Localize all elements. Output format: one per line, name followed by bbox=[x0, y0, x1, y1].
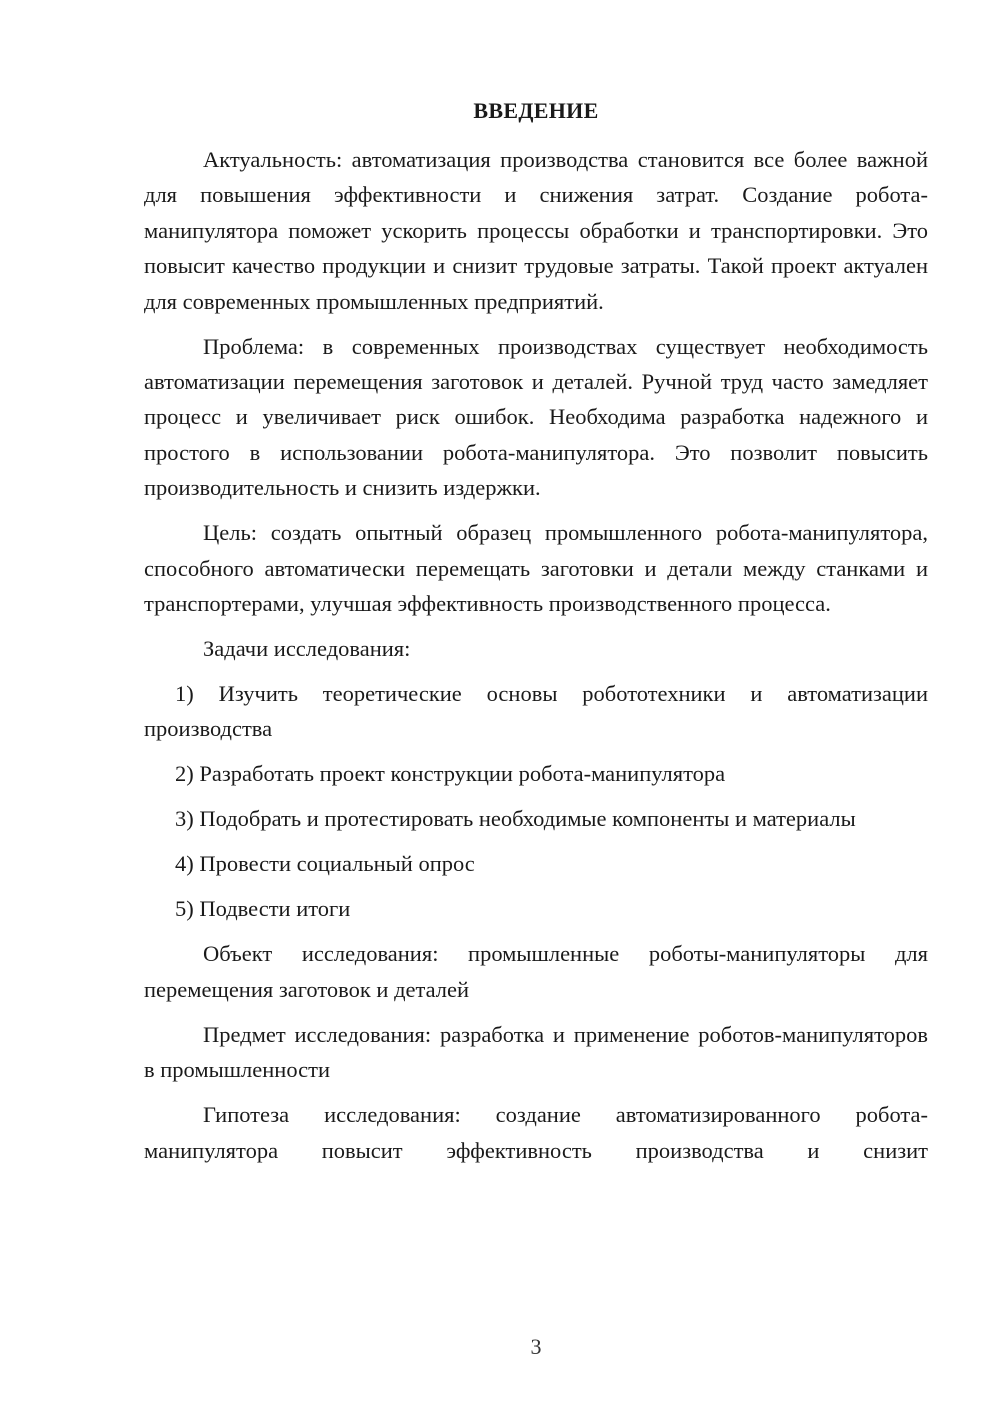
list-item-task-2: 2) Разработать проект конструкции робота-манипулятора bbox=[175, 761, 726, 787]
paragraph-relevance: Актуальность: автоматизация производства становится все более важной для повышения эффективности и снижения затрат. Создание робота-манипулятора поможет ускорить процессы обработки и транспортировки. Это повысит качество продукции и снизит трудовые затраты. Такой проект актуален для современных промышленных предприятий. bbox=[144, 147, 928, 314]
paragraph-object: Объект исследования: промышленные роботы-манипуляторы для перемещения заготовок и деталей bbox=[144, 941, 928, 1002]
paragraph-subject: Предмет исследования: разработка и применение роботов-манипуляторов в промышленности bbox=[144, 1021, 928, 1083]
list-item-task-3: 3) Подобрать и протестировать необходимые компоненты и материалы bbox=[175, 806, 856, 832]
paragraph-hypothesis: Гипотеза исследования: создание автоматизированного робота-манипулятора повысит эффективность производства и снизит bbox=[144, 1102, 928, 1163]
paragraph-tasks-heading: Задачи исследования: bbox=[203, 636, 411, 662]
list-item-task-1: 1) Изучить теоретические основы робототехники и автоматизации производства bbox=[144, 681, 928, 742]
page-number: 3 bbox=[530, 1334, 542, 1359]
paragraph-goal: Цель: создать опытный образец промышленного робота-манипулятора, способного автоматически перемещать заготовки и детали между станками и транспортерами, улучшая эффективность производственного процесса. bbox=[144, 520, 928, 617]
list-item-task-4: 4) Провести социальный опрос bbox=[175, 851, 475, 877]
paragraph-problem: Проблема: в современных производствах существует необходимость автоматизации перемещения заготовок и деталей. Ручной труд часто замедляет процесс и увеличивает риск ошибок. Необходима разработка надежного и простого в использовании робота-манипулятора. Это позволит повысить производительность и снизить издержки. bbox=[144, 333, 928, 501]
page-title: ВВЕДЕНИЕ bbox=[473, 98, 599, 123]
document-body bbox=[144, 142, 928, 1178]
list-item-task-5: 5) Подвести итоги bbox=[175, 896, 351, 922]
